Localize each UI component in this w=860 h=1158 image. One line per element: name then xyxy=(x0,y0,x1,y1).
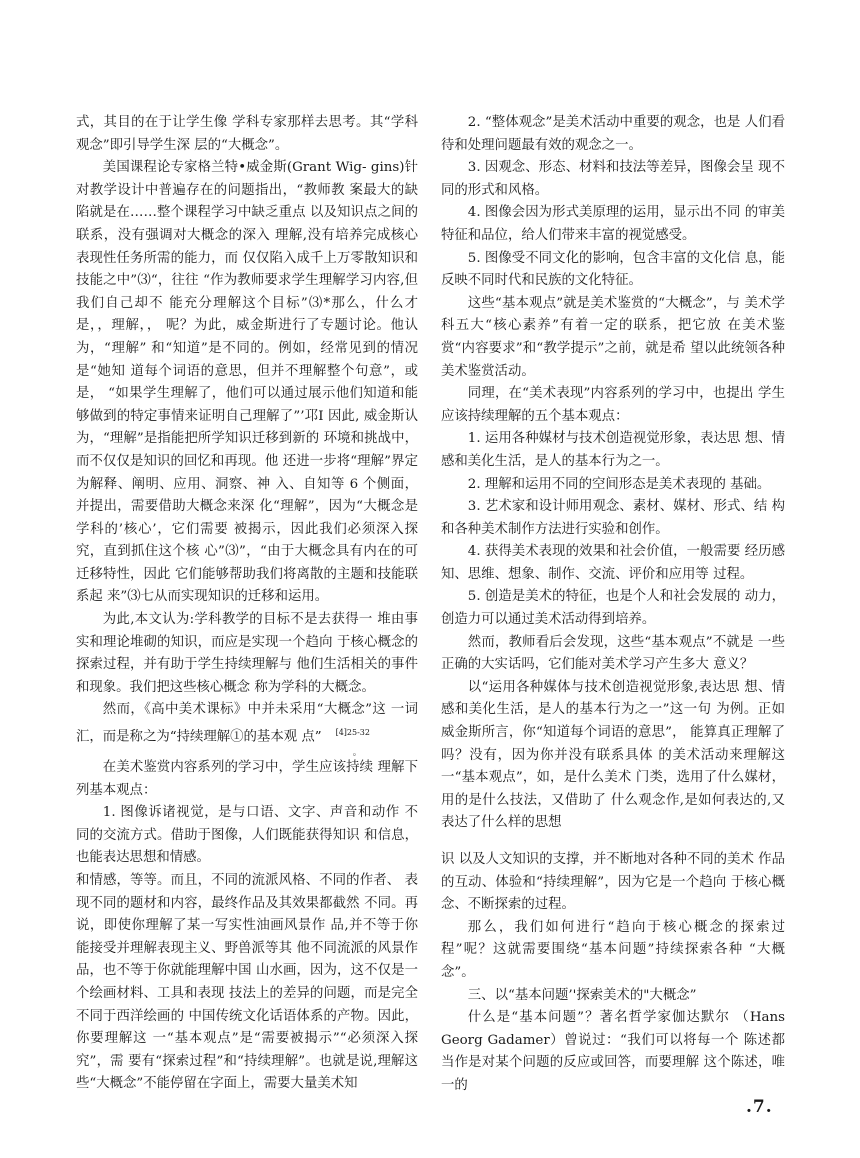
paragraph-continuation: 识 以及人文知识的支撑，并不断地对各种不同的美术 作品的互动、体验和“持续理解”，因为它是一个趋向 于核心概念、不断探索的过程。 xyxy=(441,852,785,913)
paragraph-1: 式，其目的在于让学生像 学科专家那样去思考。其“学科观念”即引导学生深 层的“大概念”。 xyxy=(76,115,418,153)
paragraph-summary: 这些“基本观点”就是美术鉴赏的“大概念”，与 美术学科五大“核心素养”有着一定的联系，把它放 在美术鉴赏“内容要求”和“教学提示”之前，就是希 望以此统领各种美术鉴赏活动。 xyxy=(441,295,785,379)
section-heading: 三、以“基本问题’'探索美术的"大概念” xyxy=(467,987,697,1003)
paragraph-expression: 同理，在“美术表现”内容系列的学习中，也提出 学生应该持续理解的五个基本观点： xyxy=(441,386,785,424)
page-number: .7. xyxy=(746,1097,773,1117)
list-item-3: 3. 因观念、形态、材料和技法等差异，图像会呈 现不同的形式和风格。 xyxy=(441,160,785,198)
expression-item-5: 5. 创造是美术的特征，也是个人和社会发展的 动力，创造力可以通过美术活动得到培养。 xyxy=(441,589,785,628)
list-item-2: 2. “整体观念”是美术活动中重要的观念，也是 人们看待和处理问题最有效的观念之一。 xyxy=(441,115,785,153)
expression-item-4: 4. 获得美术表现的效果和社会价值，一般需要 经历感知、思维、想象、制作、交流、评价和应用等 过程。 xyxy=(441,544,785,582)
citation-dot: 。 xyxy=(352,748,362,759)
list-item-1: 1. 图像诉诸视觉，是与口语、文字、声音和动作 不同的交流方式。借助于图像，人们既能获得知识 和信息，也能表达思想和情感。 xyxy=(76,805,418,866)
left-column xyxy=(76,112,418,1096)
right-column xyxy=(441,112,785,1098)
citation-superscript: [4]25-32 xyxy=(335,728,370,738)
paragraph-4-text: 然而，《高中美术课标》中并未采用“大概念”这 一词汇，而是称之为“持续理解①的基本观 点” xyxy=(76,702,418,745)
paragraph-4 xyxy=(76,699,418,757)
paragraph-question: 然而，教师看后会发现，这些“基本观点”不就是 一些正确的大实话吗，它们能对美术学习产生多大 意义？ xyxy=(441,634,785,673)
expression-item-3: 3. 艺术家和设计师用观念、素材、媒材、形式、结 构和各种美术制作方法进行实验和创作。 xyxy=(441,499,785,537)
paragraph-5: 在美术鉴赏内容系列的学习中，学生应该持续 理解下列基本观点： xyxy=(76,760,418,798)
paragraph-example: 以“运用各种媒体与技术创造视觉形象,表达思 想、情感和美化生活，是人的基本行为之一”这一句 为例。正如威金斯所言，你“知道每个词语的意思”， 能算真正理解了吗？没有，因为你并没有联系具体 的美术活动来理解这一“基本观点”，如，是什么美术 门类，选用了什么媒材，用的是什么技法，又借助了 什么观念作,是如何表达的,又表达了什么样的思想 xyxy=(441,679,785,831)
paragraph-3: 为此,本文认为:学科教学的目标不是去获得一 堆由事实和理论堆砌的知识，而应是实现一个趋向 于核心概念的探索过程，并有助于学生持续理解与 他们生活相关的事件和现象。我们把这些核心概念 称为学科的大概念。 xyxy=(76,612,418,695)
continuation-paragraph: 和情感，等等。而且，不同的流派风格、不同的作者、 表现不同的题材和内容，最终作品及其效果都截然 不同。再说，即使你理解了某一写实性油画风景作 品,并不等于你能接受并理解表现主义、野兽派等其 他不同流派的风景作品，也不等于你就能理解中国 山水画，因为，这不仅是一个绘画材料、工具和表现 技法上的差异的问题，而是完全不同于西洋绘画的 中国传统文化话语体系的产物。因此，你要理解这 一“基本观点”是“需要被揭示”“必须深入探究”，需 要有“探索过程”和“持续理解”。也就是说,理解这 些“大概念”不能停留在字面上，需要大量美术知 xyxy=(76,873,418,1092)
expression-item-2: 2. 理解和运用不同的空间形态是美术表现的 基础。 xyxy=(467,476,771,492)
paragraph-gadamer: 什么是“基本问题”？著名哲学家伽达默尔 （Hans Georg Gadamer）曾说过：“我们可以将每一个 陈述都当作是对某个问题的反应或回答，而要理解 这个陈述，唯一的 xyxy=(441,1010,785,1093)
list-item-5: 5. 图像受不同文化的影响，包含丰富的文化信 息，能反映不同时代和民族的文化特征。 xyxy=(441,250,785,289)
column-gap xyxy=(441,835,785,849)
list-item-4: 4. 图像会因为形式美原理的运用，显示出不同 的审美特征和品位，给人们带来丰富的视觉感受。 xyxy=(441,205,785,243)
expression-item-1: 1. 运用各种媒材与技术创造视觉形象，表达思 想、情感和美化生活，是人的基本行为之一。 xyxy=(441,431,785,469)
paragraph-process: 那么，我们如何进行“趋向于核心概念的探索过 程”呢？这就需要围绕“基本问题”持续探索各种 “大概念”。 xyxy=(441,919,785,980)
paragraph-2: 美国课程论专家格兰特•威金斯(Grant Wig- gins)针对教学设计中普遍存在的问题指出，“教师教 案最大的缺陷就是在……整个课程学习中缺乏重点 以及知识点之间的联系，没有强调对大概念的深入 理解,没有培养完成核心表现性任务所需的能力，而 仅仅陷入成千上万零散知识和技能之中”⑶“，往往 “作为教师要求学生理解学习内容,但我们自己却不 能充分理解这个目标”⑶*那么，什么才是，，理解，， 呢？为此，威金斯进行了专题讨论。他认为，“理解” 和“知道”是不同的。例如，经常见到的情况是“她知 道每个词语的意思，但并不理解整个句意”，或是， “如果学生理解了，他们可以通过展示他们知道和能 够做到的特定事情来证明自己理解了”’邛I 因此, 威金斯认为，“理解”是指能把所学知识迁移到新的 环境和挑战中，而不仅仅是知识的回忆和再现。他 还进一步将“理解”界定为解释、阐明、应用、洞察、神 入、自知等 6 个侧面，并提出，需要借助大概念来深 化“理解”，因为“大概念是学科的’核心’，它们需要 被揭示，因此我们必须深入探究，直到抓住这个核 心”⑶”，“由于大概念具有内在的可迁移特性，因此 它们能够帮助我们将离散的主题和技能联系起 来”⑶七从而实现知识的迁移和运用。 xyxy=(76,160,418,605)
